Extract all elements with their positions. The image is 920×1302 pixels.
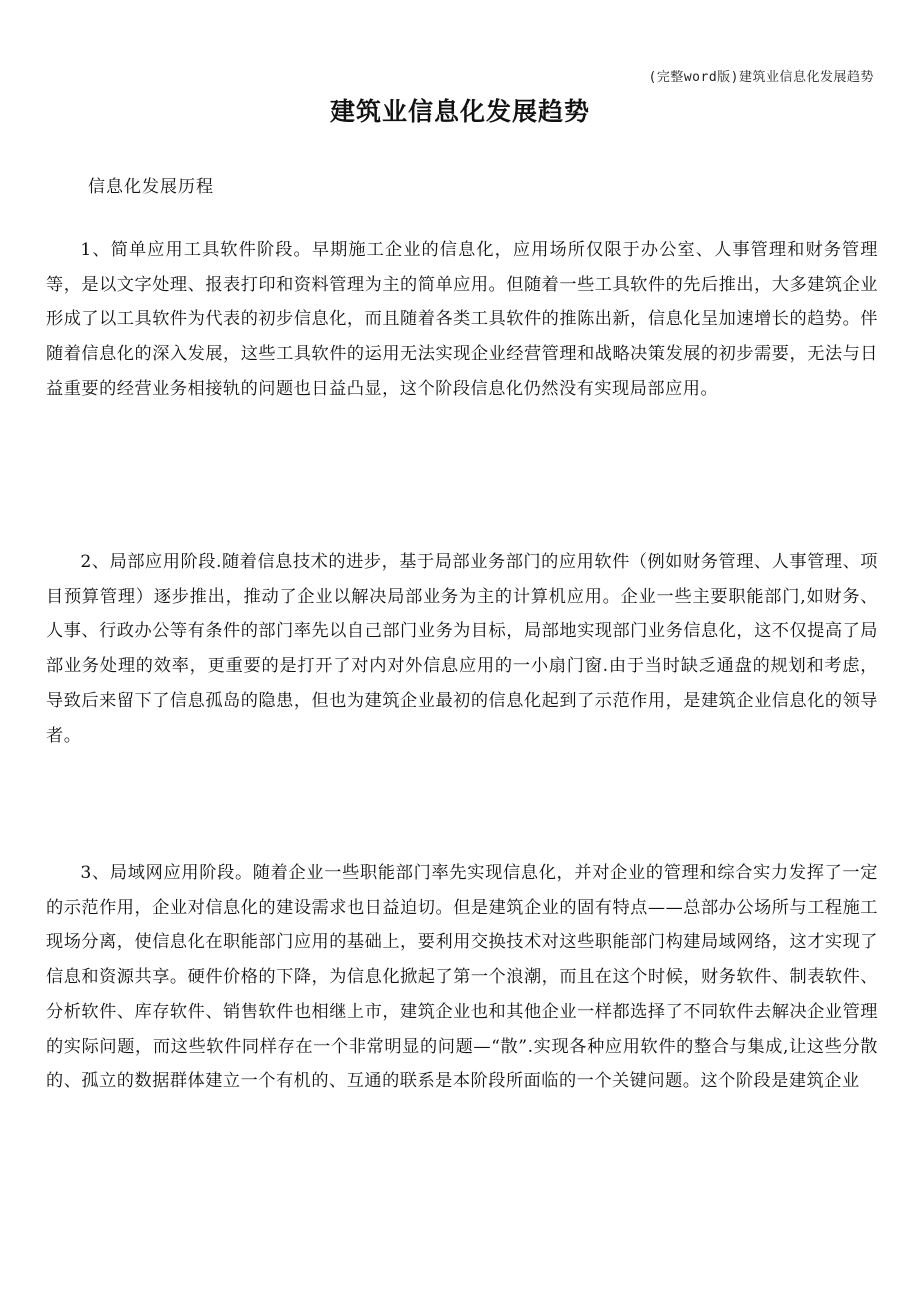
paragraph-2: 2、局部应用阶段.随着信息技术的进步，基于局部业务部门的应用软件（例如财务管理、人事管理、项目预算管理）逐步推出，推动了企业以解决局部业务为主的计算机应用。企业一些主要职能部门,如财务、人事、行政办公等有条件的部门率先以自己部门业务为目标，局部地实现部门业务信息化，这不仅提高了局部业务处理的效率，更重要的是打开了对内对外信息应用的一小扇门窗.由于当时缺乏通盘的规划和考虑，导致后来留下了信息孤岛的隐患，但也为建筑企业最初的信息化起到了示范作用，是建筑企业信息化的领导者。 — [46, 552, 878, 746]
document-title: 建筑业信息化发展趋势 — [329, 97, 590, 126]
section-heading: 信息化发展历程 — [88, 177, 214, 197]
running-header: (完整word版)建筑业信息化发展趋势 — [648, 70, 874, 85]
paragraph-3: 3、局域网应用阶段。随着企业一些职能部门率先实现信息化，并对企业的管理和综合实力发挥了一定的示范作用，企业对信息化的建设需求也日益迫切。但是建筑企业的固有特点——总部办公场所与工程施工现场分离，使信息化在职能部门应用的基础上，要利用交换技术对这些职能部门构建局域网络，这才实现了信息和资源共享。硬件价格的下降，为信息化掀起了第一个浪潮，而且在这个时候，财务软件、制表软件、分析软件、库存软件、销售软件也相继上市，建筑企业也和其他企业一样都选择了不同软件去解决企业管理的实际问题，而这些软件同样存在一个非常明显的问题—“散”.实现各种应用软件的整合与集成,让这些分散的、孤立的数据群体建立一个有机的、互通的联系是本阶段所面临的一个关键问题。这个阶段是建筑企业 — [46, 863, 878, 1092]
paragraph-1: 1、简单应用工具软件阶段。早期施工企业的信息化，应用场所仅限于办公室、人事管理和财务管理等，是以文字处理、报表打印和资料管理为主的简单应用。但随着一些工具软件的先后推出，大多建筑企业形成了以工具软件为代表的初步信息化，而且随着各类工具软件的推陈出新，信息化呈加速增长的趋势。伴随着信息化的深入发展，这些工具软件的运用无法实现企业经营管理和战略决策发展的初步需要，无法与日益重要的经营业务相接轨的问题也日益凸显，这个阶段信息化仍然没有实现局部应用。 — [46, 240, 878, 399]
